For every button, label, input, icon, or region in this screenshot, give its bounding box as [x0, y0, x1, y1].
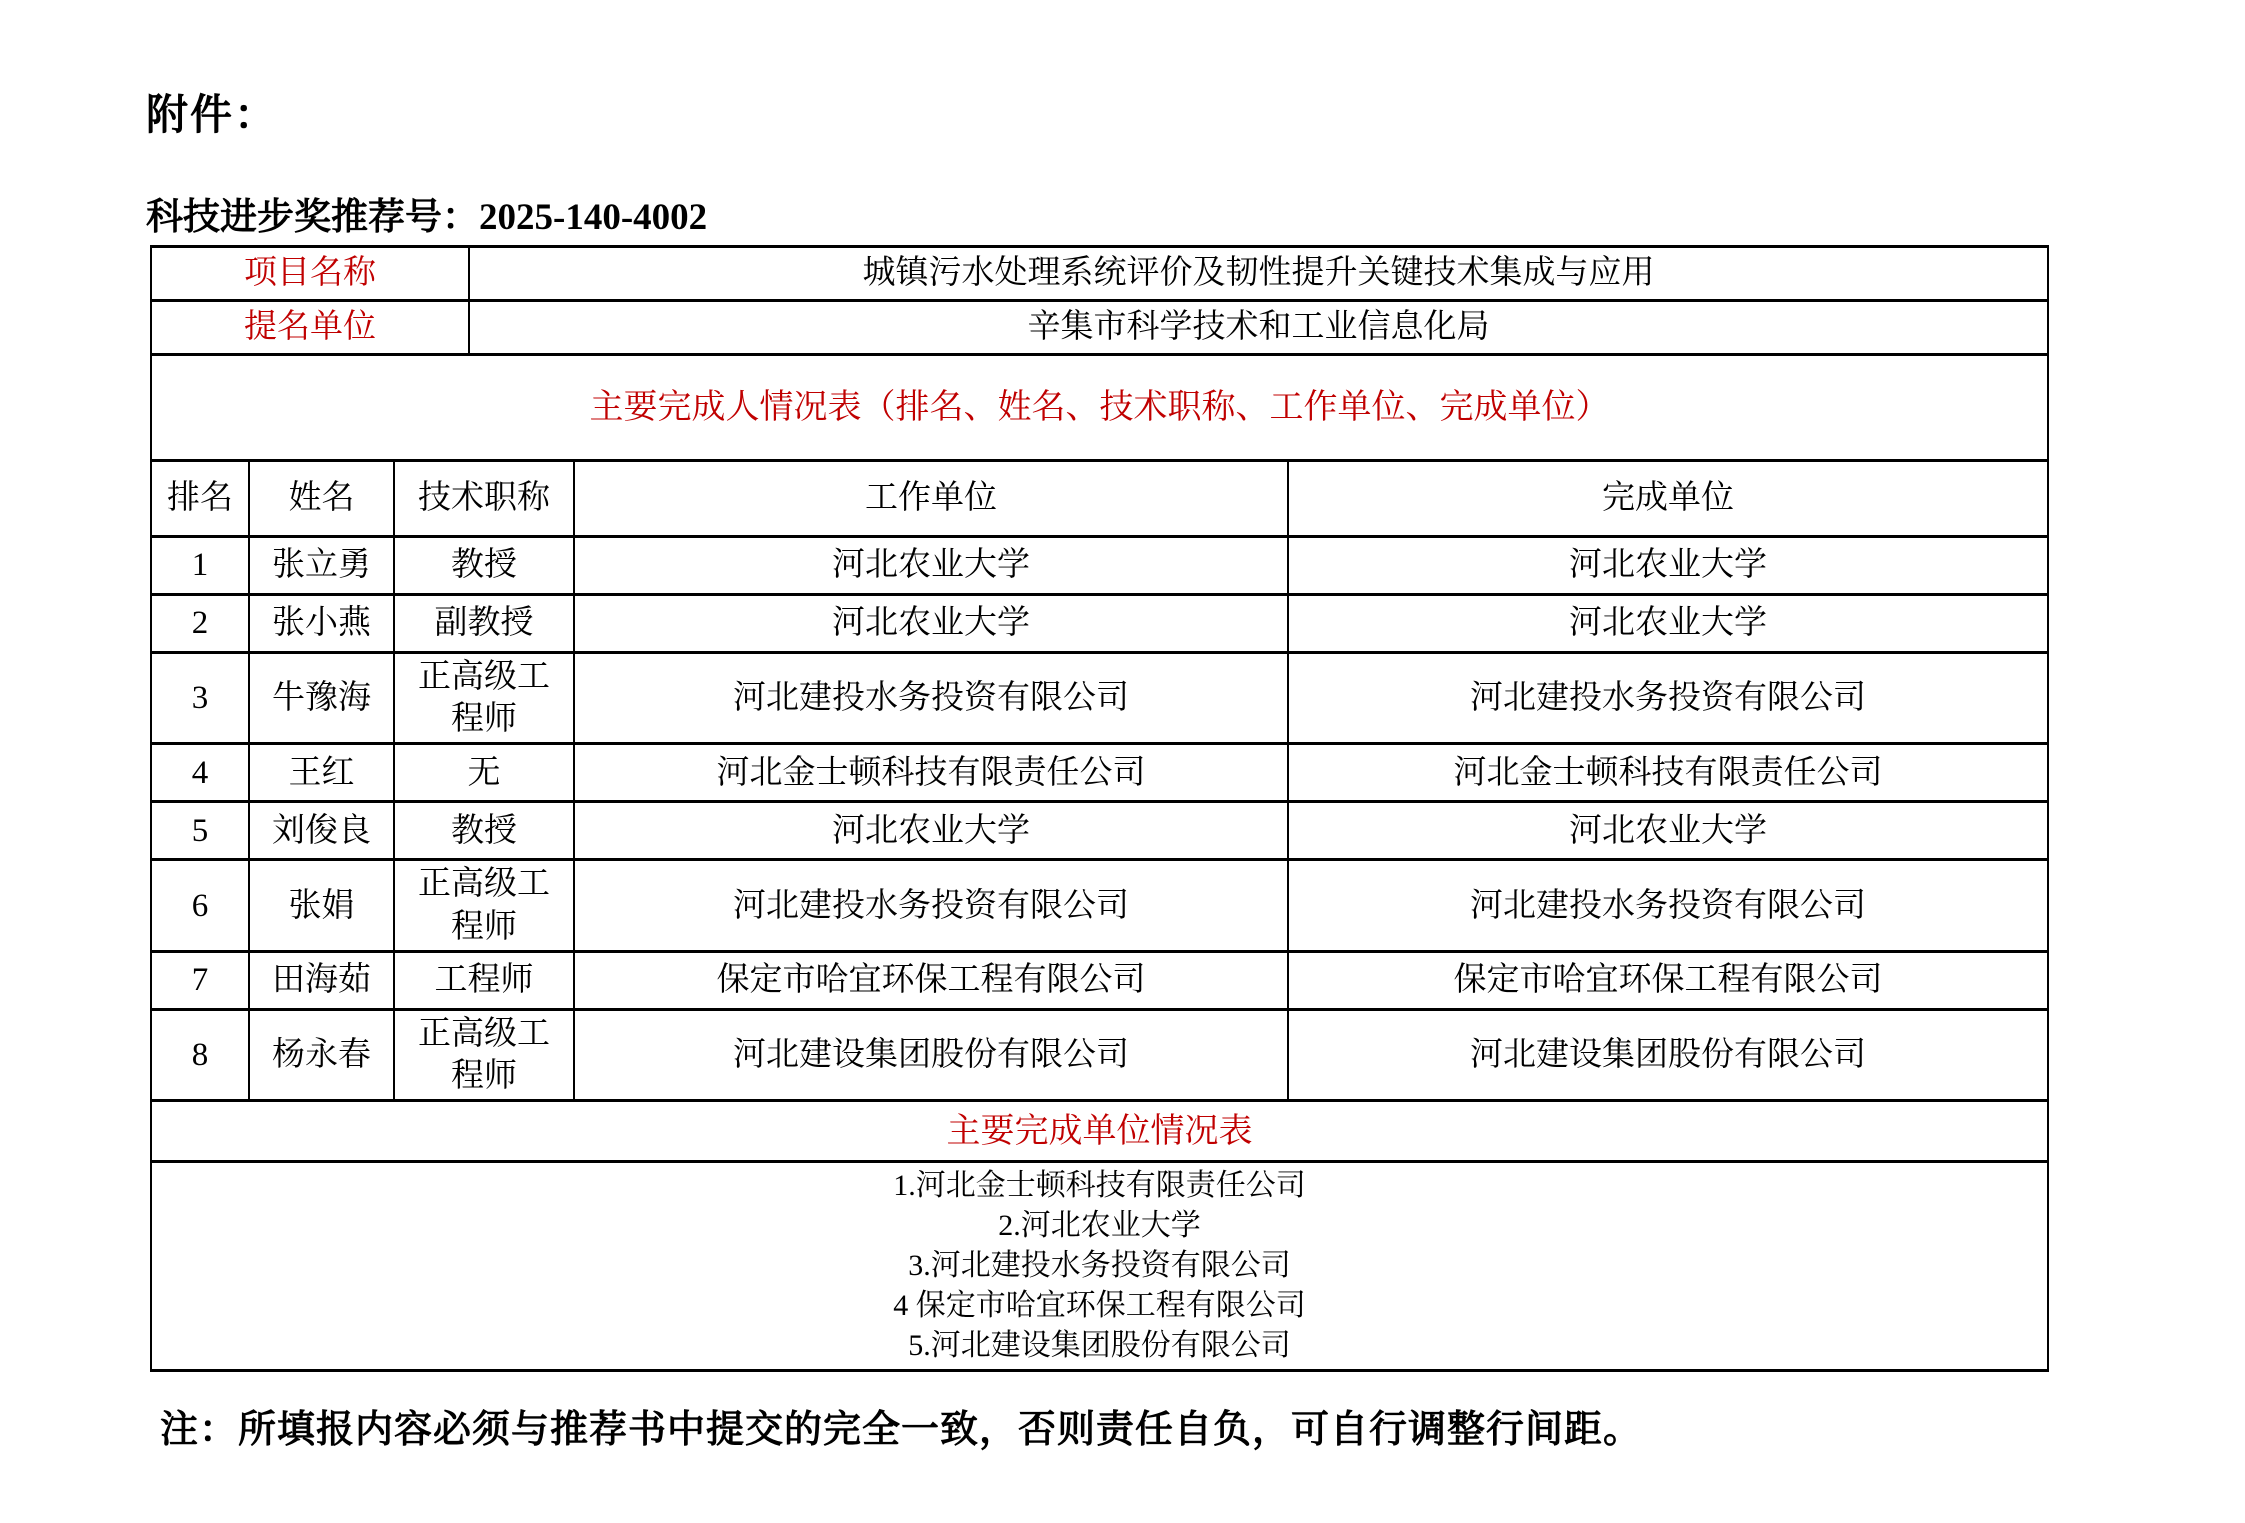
completion-unit-cell: 河北农业大学 — [1288, 595, 2048, 653]
completion-unit-cell: 河北农业大学 — [1288, 537, 2048, 595]
nominator-row — [151, 301, 2048, 355]
work-unit-cell: 河北金士顿科技有限责任公司 — [574, 744, 1288, 802]
work-unit-cell: 河北农业大学 — [574, 802, 1288, 860]
work-unit-cell: 河北农业大学 — [574, 537, 1288, 595]
table-row — [151, 802, 2048, 860]
job-title-cell: 正高级工程师 — [394, 1009, 574, 1100]
rank-cell: 8 — [151, 1009, 249, 1100]
table-row — [151, 1009, 2048, 1100]
table-row — [151, 595, 2048, 653]
table-row — [151, 744, 2048, 802]
work-unit-cell: 河北农业大学 — [574, 595, 1288, 653]
column-header-job-title: 技术职称 — [394, 461, 574, 537]
unit-list-item: 1.河北金士顿科技有限责任公司 — [893, 1169, 1306, 1203]
completion-unit-cell: 河北金士顿科技有限责任公司 — [1288, 744, 2048, 802]
completers-table-title: 主要完成人情况表（排名、姓名、技术职称、工作单位、完成单位） — [151, 355, 2048, 461]
units-table-title: 主要完成单位情况表 — [151, 1101, 2048, 1162]
completers-header-row — [151, 461, 2048, 537]
project-name-row — [151, 247, 2048, 301]
project-name-value: 城镇污水处理系统评价及韧性提升关键技术集成与应用 — [469, 247, 2048, 301]
unit-list-item: 3.河北建投水务投资有限公司 — [908, 1249, 1291, 1283]
rank-cell: 4 — [151, 744, 249, 802]
job-title-cell: 正高级工程师 — [394, 653, 574, 744]
unit-list-item: 4 保定市哈宜环保工程有限公司 — [893, 1289, 1306, 1323]
award-recommendation-line — [146, 186, 707, 240]
completion-unit-cell: 河北建投水务投资有限公司 — [1288, 860, 2048, 951]
attachment-label: 附件： — [146, 93, 279, 139]
table-row — [151, 537, 2048, 595]
column-header-rank: 排名 — [151, 461, 249, 537]
job-title-cell: 教授 — [394, 802, 574, 860]
recommendation-table — [150, 245, 2049, 1372]
project-name-label: 项目名称 — [151, 247, 469, 301]
name-cell: 牛豫海 — [249, 653, 394, 744]
name-cell: 张立勇 — [249, 537, 394, 595]
rank-cell: 2 — [151, 595, 249, 653]
job-title-cell: 无 — [394, 744, 574, 802]
work-unit-cell: 河北建投水务投资有限公司 — [574, 860, 1288, 951]
award-recommendation-number: 2025-140-4002 — [479, 197, 708, 238]
table-row — [151, 860, 2048, 951]
completion-unit-cell: 河北建投水务投资有限公司 — [1288, 653, 2048, 744]
name-cell: 王红 — [249, 744, 394, 802]
name-cell: 田海茹 — [249, 951, 394, 1009]
work-unit-cell: 保定市哈宜环保工程有限公司 — [574, 951, 1288, 1009]
nominator-value: 辛集市科学技术和工业信息化局 — [469, 301, 2048, 355]
work-unit-cell: 河北建投水务投资有限公司 — [574, 653, 1288, 744]
rank-cell: 5 — [151, 802, 249, 860]
column-header-completion-unit: 完成单位 — [1288, 461, 2048, 537]
units-list-cell — [151, 1162, 2048, 1371]
job-title-cell: 工程师 — [394, 951, 574, 1009]
rank-cell: 6 — [151, 860, 249, 951]
completion-unit-cell: 河北农业大学 — [1288, 802, 2048, 860]
name-cell: 张小燕 — [249, 595, 394, 653]
footer-note: 注：所填报内容必须与推荐书中提交的完全一致，否则责任自负，可自行调整行间距。 — [160, 1409, 1643, 1451]
name-cell: 刘俊良 — [249, 802, 394, 860]
award-recommendation-label: 科技进步奖推荐号： — [146, 197, 479, 238]
units-list-row — [151, 1162, 2048, 1371]
rank-cell: 1 — [151, 537, 249, 595]
table-row — [151, 951, 2048, 1009]
nominator-label: 提名单位 — [151, 301, 469, 355]
units-title-row — [151, 1101, 2048, 1162]
column-header-name: 姓名 — [249, 461, 394, 537]
column-header-work-unit: 工作单位 — [574, 461, 1288, 537]
completers-title-row — [151, 355, 2048, 461]
unit-list-item: 2.河北农业大学 — [998, 1209, 1201, 1243]
job-title-cell: 副教授 — [394, 595, 574, 653]
completion-unit-cell: 保定市哈宜环保工程有限公司 — [1288, 951, 2048, 1009]
table-row — [151, 653, 2048, 744]
name-cell: 杨永春 — [249, 1009, 394, 1100]
rank-cell: 3 — [151, 653, 249, 744]
job-title-cell: 正高级工程师 — [394, 860, 574, 951]
unit-list-item: 5.河北建设集团股份有限公司 — [908, 1329, 1291, 1363]
completion-unit-cell: 河北建设集团股份有限公司 — [1288, 1009, 2048, 1100]
work-unit-cell: 河北建设集团股份有限公司 — [574, 1009, 1288, 1100]
job-title-cell: 教授 — [394, 537, 574, 595]
name-cell: 张娟 — [249, 860, 394, 951]
rank-cell: 7 — [151, 951, 249, 1009]
